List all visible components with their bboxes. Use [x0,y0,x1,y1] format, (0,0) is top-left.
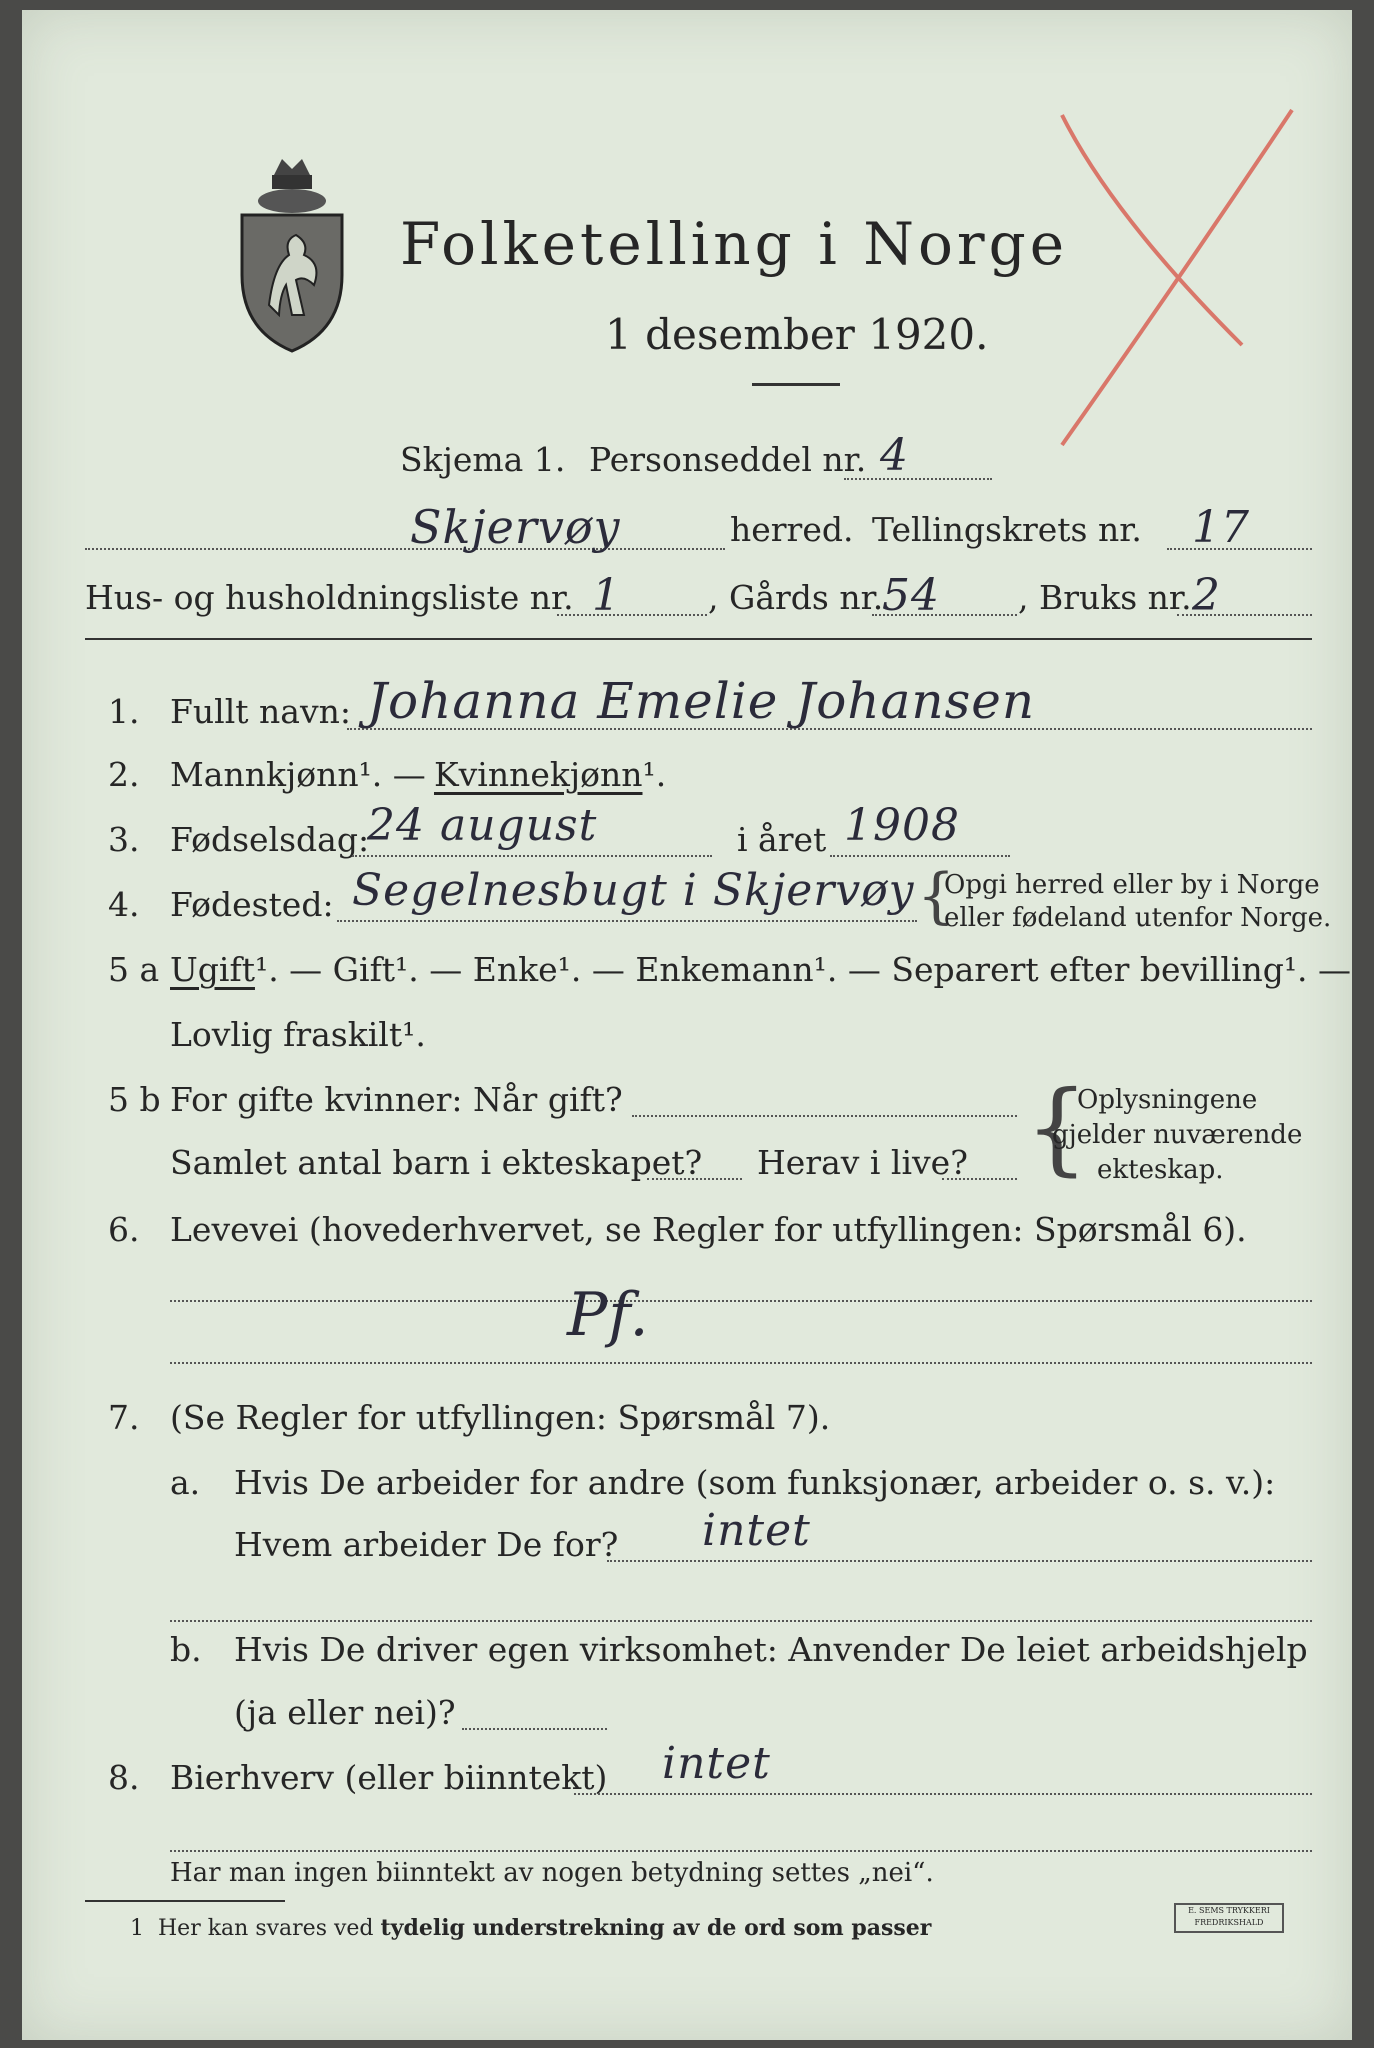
q5b-label-1: For gifte kvinner: Når gift? [170,1080,623,1119]
tellingskrets-value: 17 [1192,502,1250,553]
census-form [22,10,1352,2040]
q7a-line-1: Hvis De arbeider for andre (som funksjonær, arbeider o. s. v.): [234,1463,1276,1502]
q3-year-line [830,855,1010,857]
q3-year-value: 1908 [844,800,960,851]
q4-line [337,920,917,922]
q3-year-label: i året [737,820,827,859]
q5a-options: Ugift¹. — Gift¹. — Enke¹. — Enkemann¹. — Separert efter bevilling¹. — [170,950,1352,989]
q4-brace: { [917,861,956,931]
q7a-line-2: Hvem arbeider De for? [234,1525,619,1564]
q7b-number: b. [170,1630,202,1669]
q7b-answer-line [462,1728,607,1730]
red-cross-mark [1032,95,1332,475]
title-divider [752,383,840,386]
q3-label: Fødselsdag: [170,820,370,859]
q6-number: 6. [108,1210,140,1249]
herred-label: herred. [730,510,854,549]
q5b-label-3: Herav i live? [757,1143,968,1182]
footnote: 1 Her kan svares ved tydelig understrekning av de ord som passer [130,1915,932,1941]
q7a-extra-line [170,1620,1312,1622]
note-nei: Har man ingen biinntekt av nogen betydning settes „nei“. [170,1858,934,1888]
personseddel-line [844,478,992,480]
q6-label: Levevei (hovederhvervet, se Regler for utfyllingen: Spørsmål 6). [170,1210,1247,1249]
q7-label: (Se Regler for utfyllingen: Spørsmål 7). [170,1398,831,1437]
q7b-line-2: (ja eller nei)? [234,1693,456,1732]
q8-line [574,1793,1312,1795]
q3-date-line [352,855,712,857]
skjema-label: Skjema 1. [400,440,566,479]
q5b-brace: { [1025,1069,1089,1186]
q2-number: 2. [108,755,140,794]
q5b-line-1 [632,1115,1017,1117]
tellingskrets-label: Tellingskrets nr. [872,510,1142,549]
form-date: 1 desember 1920. [605,310,989,359]
gards-label: , Gårds nr. [708,578,884,617]
q7a-number: a. [170,1463,201,1502]
header-rule [85,638,1312,640]
q4-note-2: eller fødeland utenfor Norge. [944,903,1332,933]
q7a-value: intet [702,1505,811,1556]
bruks-value: 2 [1192,570,1221,621]
printer-stamp: E. SEMS TRYKKERI FREDRIKSHALD [1174,1903,1284,1933]
q5b-label-2: Samlet antal barn i ekteskapet? [170,1143,703,1182]
bruks-label: , Bruks nr. [1018,578,1192,617]
form-title: Folketelling i Norge [400,210,1069,278]
herred-value: Skjervøy [410,500,621,554]
hus-label: Hus- og husholdningsliste nr. [85,578,574,617]
q1-value: Johanna Emelie Johansen [367,672,1036,730]
hus-value: 1 [592,570,621,621]
q2-mann: Mannkjønn¹. — [170,755,426,794]
q5b-note-3: ekteskap. [1097,1155,1224,1185]
q4-note-1: Opgi herred eller by i Norge [944,870,1320,900]
q6-value: Pf. [567,1280,650,1350]
q7a-answer-line [607,1560,1312,1562]
q5b-note-1: Oplysningene [1077,1085,1258,1115]
q1-label: Fullt navn: [170,692,351,731]
q5a-number: 5 a [108,950,160,989]
q4-label: Fødested: [170,885,334,924]
q3-value: 24 august [367,800,598,851]
personseddel-label: Personseddel nr. [589,440,867,479]
q1-number: 1. [108,692,140,731]
q8-value: intet [662,1738,771,1789]
q6-line-1 [170,1300,1312,1302]
q5b-note-2: gjelder nuværende [1052,1120,1303,1150]
q6-line-2 [170,1362,1312,1364]
hus-line [557,614,707,616]
q4-value: Segelnesbugt i Skjervøy [352,865,915,916]
q8-label: Bierhverv (eller biinntekt) [170,1758,608,1797]
gards-value: 54 [882,570,940,621]
q8-extra-line [170,1850,1312,1852]
q2-kvinne: Kvinnekjønn¹. [434,755,667,794]
q5a-fraskilt: Lovlig fraskilt¹. [170,1015,426,1054]
q5b-line-2 [647,1178,742,1180]
q5b-line-3 [942,1178,1017,1180]
q8-number: 8. [108,1758,140,1797]
q7-number: 7. [108,1398,140,1437]
coat-of-arms-icon [234,155,350,355]
q5b-number: 5 b [108,1080,161,1119]
q4-number: 4. [108,885,140,924]
herred-line [85,548,725,550]
q3-number: 3. [108,820,140,859]
footnote-rule [85,1900,285,1902]
q7b-line-1: Hvis De driver egen virksomhet: Anvender De leiet arbeidshjelp [234,1630,1308,1669]
personseddel-value: 4 [880,430,909,481]
